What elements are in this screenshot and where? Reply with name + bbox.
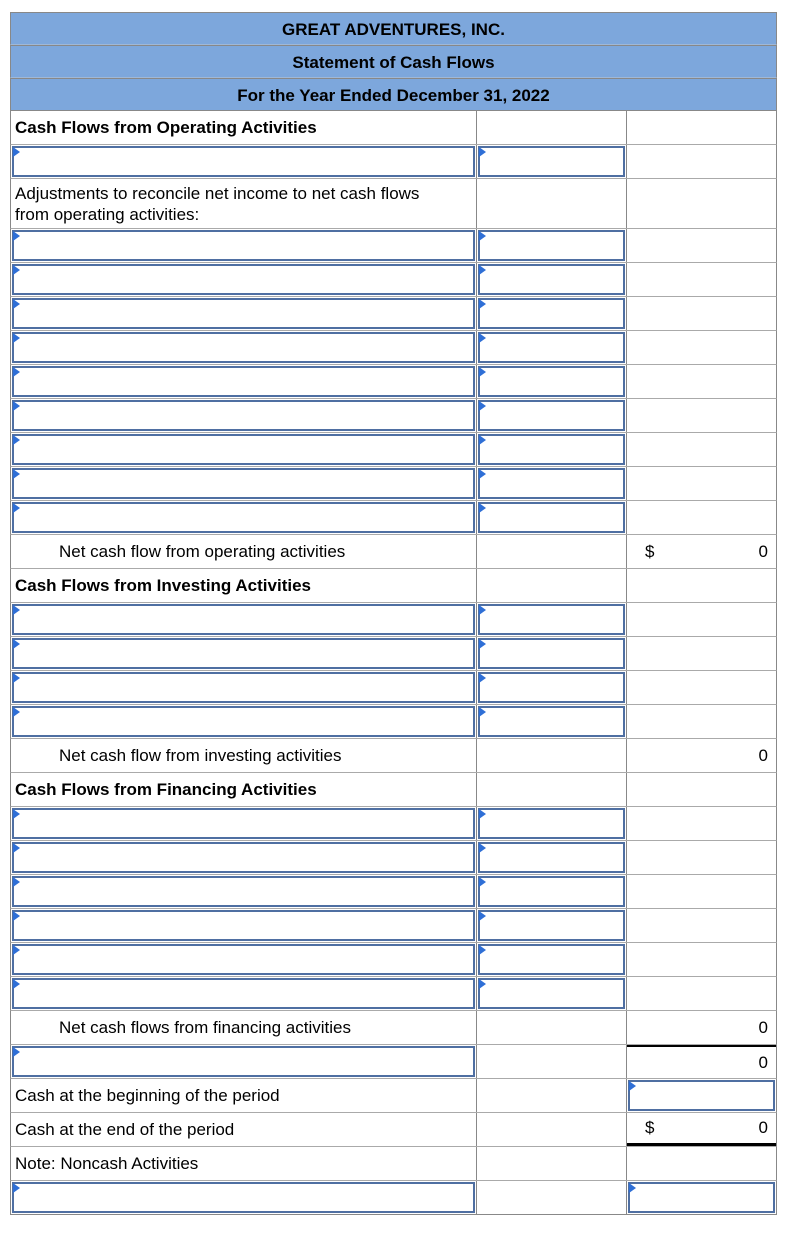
financing-amount-input[interactable] [480,912,623,939]
financing-input-row [10,875,777,909]
adjustment-input-row [10,331,777,365]
adjustment-input-row [10,365,777,399]
adjustment-label-dropdown[interactable] [12,502,475,533]
noncash-label: Note: Noncash Activities [15,1153,199,1173]
adjustment-label-input[interactable] [14,470,473,497]
adjustment-label-dropdown[interactable] [12,230,475,261]
adjustment-label-dropdown[interactable] [12,400,475,431]
cash-end-label: Cash at the end of the period [15,1119,235,1139]
financing-label-dropdown[interactable] [12,876,475,907]
adjustment-label-input[interactable] [14,300,473,327]
adjustment-label-input[interactable] [14,504,473,531]
financing-label-dropdown[interactable] [12,842,475,873]
adjustment-label-input[interactable] [14,436,473,463]
financing-amount-input[interactable] [480,844,623,871]
adjustment-amount-dropdown[interactable] [478,468,625,499]
operating-label-input[interactable] [14,148,473,175]
investing-label-dropdown[interactable] [12,638,475,669]
investing-amount-dropdown[interactable] [478,672,625,703]
investing-label-dropdown[interactable] [12,672,475,703]
adjustment-amount-input[interactable] [480,504,623,531]
cash-begin-amount-dropdown[interactable] [628,1080,775,1111]
adjustment-label-input[interactable] [14,368,473,395]
investing-label-dropdown[interactable] [12,604,475,635]
adjustment-input-row [10,501,777,535]
investing-amount-dropdown[interactable] [478,706,625,737]
adjustment-amount-dropdown[interactable] [478,502,625,533]
noncash-input-row [10,1181,777,1215]
operating-total-currency: $ [645,541,655,561]
adjustment-input-row [10,297,777,331]
noncash-amount-dropdown[interactable] [628,1182,775,1213]
adjustment-amount-input[interactable] [480,402,623,429]
financing-label-input[interactable] [14,810,473,837]
financing-amount-input[interactable] [480,980,623,1007]
financing-input-row [10,909,777,943]
financing-amount-dropdown[interactable] [478,944,625,975]
financing-label-dropdown[interactable] [12,944,475,975]
adjustments-row [10,179,777,229]
investing-label-input[interactable] [14,708,473,735]
adjustment-input-row [10,433,777,467]
financing-label-input[interactable] [14,946,473,973]
investing-heading-row [10,569,777,603]
investing-label-dropdown[interactable] [12,706,475,737]
adjustment-amount-input[interactable] [480,334,623,361]
company-title: GREAT ADVENTURES, INC. [10,12,777,45]
cash-end-row [10,1113,777,1147]
adjustment-amount-input[interactable] [480,266,623,293]
financing-input-row [10,807,777,841]
noncash-label-input[interactable] [14,1184,473,1211]
financing-label-input[interactable] [14,878,473,905]
adjustment-label-dropdown[interactable] [12,332,475,363]
cash-begin-row [10,1079,777,1113]
adjustment-input-row [10,263,777,297]
investing-label-input[interactable] [14,606,473,633]
financing-heading: Cash Flows from Financing Activities [15,779,317,799]
operating-amount-input[interactable] [480,148,623,175]
adjustment-amount-dropdown[interactable] [478,298,625,329]
adjustment-amount-dropdown[interactable] [478,400,625,431]
operating-heading-row [10,111,777,145]
financing-amount-dropdown[interactable] [478,808,625,839]
operating-input-row [10,145,777,179]
net-change-label-input[interactable] [14,1048,473,1075]
investing-amount-input[interactable] [480,640,623,667]
investing-total-label: Net cash flow from investing activities [59,745,342,765]
financing-amount-dropdown[interactable] [478,876,625,907]
adjustment-amount-dropdown[interactable] [478,230,625,261]
noncash-amount-input[interactable] [630,1184,773,1211]
investing-amount-input[interactable] [480,708,623,735]
adjustment-amount-dropdown[interactable] [478,332,625,363]
financing-input-row [10,977,777,1011]
financing-label-input[interactable] [14,980,473,1007]
adjustment-label-dropdown[interactable] [12,434,475,465]
noncash-label-dropdown[interactable] [12,1182,475,1213]
operating-amount-dropdown[interactable] [478,146,625,177]
statement-title: Statement of Cash Flows [10,45,777,78]
investing-amount-input[interactable] [480,674,623,701]
operating-heading: Cash Flows from Operating Activities [15,117,317,137]
operating-total-label: Net cash flow from operating activities [59,541,346,561]
financing-amount-input[interactable] [480,810,623,837]
investing-input-row [10,603,777,637]
adjustment-amount-dropdown[interactable] [478,264,625,295]
adjustment-label-input[interactable] [14,402,473,429]
adjustment-label-input[interactable] [14,334,473,361]
cash-flow-statement [10,12,777,1215]
investing-input-row [10,671,777,705]
adjustment-label-dropdown[interactable] [12,298,475,329]
adjustment-amount-input[interactable] [480,368,623,395]
adjustment-label-dropdown[interactable] [12,264,475,295]
financing-label-input[interactable] [14,912,473,939]
financing-input-row [10,943,777,977]
investing-amount-dropdown[interactable] [478,638,625,669]
adjustment-amount-input[interactable] [480,300,623,327]
financing-label-dropdown[interactable] [12,808,475,839]
cash-begin-amount-input[interactable] [630,1082,773,1109]
investing-total-value: 0 [758,745,768,765]
financing-amount-input[interactable] [480,878,623,905]
financing-amount-dropdown[interactable] [478,978,625,1009]
investing-amount-input[interactable] [480,606,623,633]
financing-input-row [10,841,777,875]
adjustments-label: Adjustments to reconcile net income to net cash flows from operating activities: [15,184,420,224]
financing-label-input[interactable] [14,844,473,871]
noncash-heading-row [10,1147,777,1181]
investing-amount-dropdown[interactable] [478,604,625,635]
financing-total-row [10,1011,777,1045]
adjustment-amount-dropdown[interactable] [478,434,625,465]
operating-total-row [10,535,777,569]
cash-begin-label: Cash at the beginning of the period [15,1085,280,1105]
financing-amount-dropdown[interactable] [478,842,625,873]
operating-label-dropdown[interactable] [12,146,475,177]
adjustment-label-dropdown[interactable] [12,366,475,397]
cash-end-currency: $ [645,1118,655,1137]
net-change-row [10,1045,777,1079]
financing-label-dropdown[interactable] [12,910,475,941]
adjustment-label-input[interactable] [14,266,473,293]
adjustment-amount-input[interactable] [480,470,623,497]
investing-input-row [10,637,777,671]
investing-input-row [10,705,777,739]
adjustment-label-input[interactable] [14,232,473,259]
investing-heading: Cash Flows from Investing Activities [15,575,311,595]
financing-label-dropdown[interactable] [12,978,475,1009]
adjustment-amount-input[interactable] [480,232,623,259]
financing-amount-dropdown[interactable] [478,910,625,941]
adjustment-amount-input[interactable] [480,436,623,463]
operating-total-value: 0 [758,541,768,561]
adjustment-label-dropdown[interactable] [12,468,475,499]
financing-total-value: 0 [758,1017,768,1037]
net-change-value: 0 [758,1052,768,1072]
financing-heading-row [10,773,777,807]
adjustment-amount-dropdown[interactable] [478,366,625,397]
financing-amount-input[interactable] [480,946,623,973]
adjustment-input-row [10,467,777,501]
investing-label-input[interactable] [14,640,473,667]
financing-total-label: Net cash flows from financing activities [59,1017,351,1037]
period-title: For the Year Ended December 31, 2022 [10,78,777,111]
net-change-label-dropdown[interactable] [12,1046,475,1077]
investing-label-input[interactable] [14,674,473,701]
cash-end-value: 0 [758,1118,768,1137]
investing-total-row [10,739,777,773]
adjustment-input-row [10,229,777,263]
adjustment-input-row [10,399,777,433]
